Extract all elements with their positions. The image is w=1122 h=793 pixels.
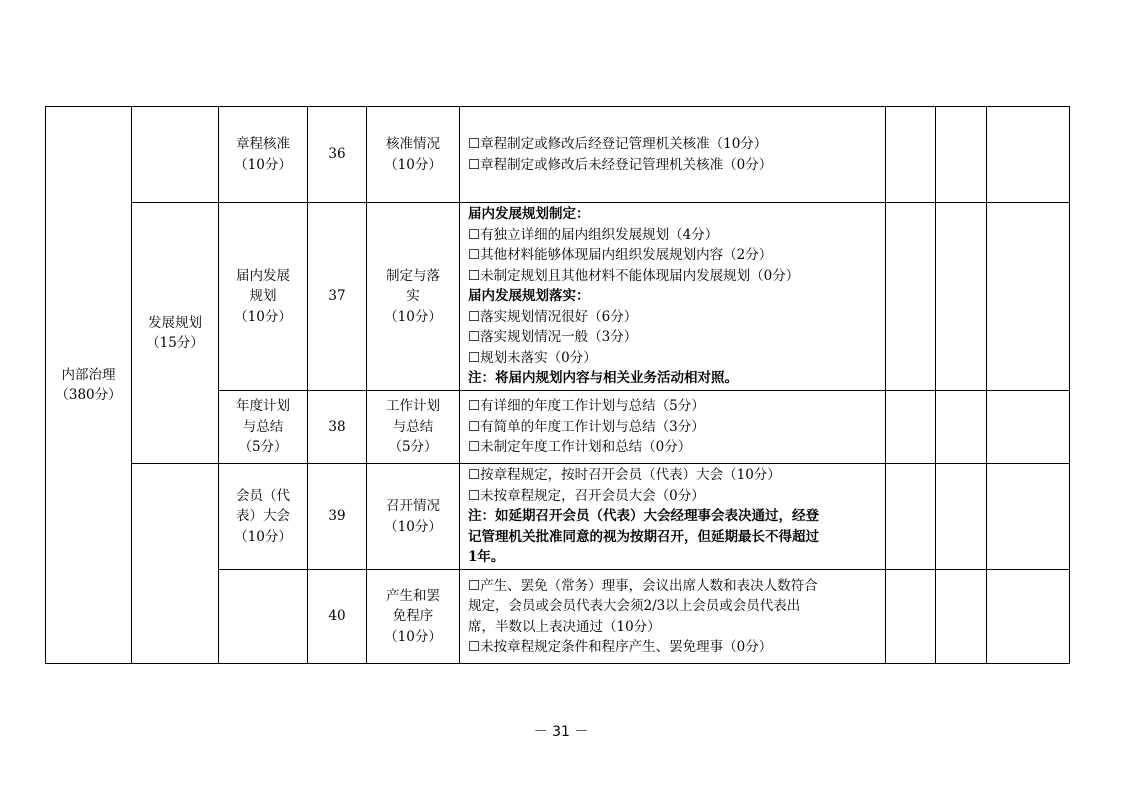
criteria-cell	[460, 391, 886, 464]
item-name: 章程核准	[236, 136, 290, 152]
criteria-cell	[460, 464, 886, 570]
item-number: 38	[308, 391, 367, 464]
score-cell	[987, 391, 1070, 464]
score-cell	[936, 391, 987, 464]
criteria-line: ☐有独立详细的届内组织发展规划（4分）	[468, 226, 719, 243]
item-name: 会员（代	[236, 487, 290, 504]
criteria-heading: 届内发展规划制定：	[468, 206, 590, 223]
criteria-line: ☐章程制定或修改后经登记管理机关核准（10分）	[468, 136, 768, 152]
criteria-line: ☐规划未落实（0分）	[468, 349, 597, 366]
criteria-line: ☐未制定年度工作计划和总结（0分）	[468, 439, 692, 456]
item-name: 届内发展	[236, 267, 290, 284]
content-name: 与总结	[392, 418, 434, 435]
item-score: （5分）	[238, 439, 288, 456]
content-name: 产生和罢	[386, 587, 440, 604]
content-cell	[367, 107, 460, 203]
score-cell	[936, 203, 987, 391]
content-score: （10分）	[384, 308, 442, 325]
criteria-line: ☐其他材料能够体现届内组织发展规划内容（2分）	[468, 247, 773, 264]
content-cell	[367, 391, 460, 464]
score-cell	[987, 203, 1070, 391]
content-name: 制定与落	[386, 267, 440, 284]
criteria-note: 注：将届内规划内容与相关业务活动相对照。	[468, 370, 738, 387]
item-name: 与总结	[242, 418, 284, 435]
criteria-line: 席，半数以上表决通过（10分）	[468, 618, 661, 635]
criteria-line: ☐落实规划情况一般（3分）	[468, 329, 638, 346]
criteria-line: ☐落实规划情况很好（6分）	[468, 308, 638, 325]
content-cell	[367, 203, 460, 391]
content-name: 实	[406, 288, 420, 305]
score-cell	[886, 464, 936, 570]
score-cell	[936, 464, 987, 570]
table-row	[46, 464, 1070, 570]
content-name: 核准情况	[386, 136, 440, 152]
criteria-line: ☐有详细的年度工作计划与总结（5分）	[468, 398, 705, 415]
criteria-note: 1年。	[468, 549, 505, 566]
criteria-cell	[460, 203, 886, 391]
criteria-line: ☐产生、罢免（常务）理事，会议出席人数和表决人数符合	[468, 577, 818, 594]
item-number: 37	[308, 203, 367, 391]
score-cell	[886, 203, 936, 391]
item-empty-cell	[219, 570, 308, 664]
criteria-note: 注：如延期召开会员（代表）大会经理事会表决通过，经登	[468, 508, 819, 525]
item-name: 表）大会	[236, 508, 290, 525]
criteria-cell	[460, 107, 886, 203]
item-number: 36	[308, 107, 367, 203]
content-score: （10分）	[384, 628, 442, 645]
item-score: （10分）	[234, 156, 292, 173]
score-cell	[886, 107, 936, 203]
criteria-heading: 届内发展规划落实：	[468, 288, 590, 305]
content-cell	[367, 570, 460, 664]
criteria-line: ☐章程制定或修改后未经登记管理机关核准（0分）	[468, 156, 773, 173]
criteria-note: 记管理机关批准同意的视为按期召开，但延期最长不得超过	[468, 528, 819, 545]
score-cell	[886, 570, 936, 664]
category-cell	[46, 107, 132, 664]
item-score: （10分）	[234, 528, 292, 545]
content-score: （10分）	[384, 518, 442, 535]
page-number: － 31 －	[533, 724, 589, 740]
item-cell	[219, 107, 308, 203]
score-cell	[987, 107, 1070, 203]
content-name: 工作计划	[386, 398, 440, 415]
category-name: 内部治理	[61, 366, 116, 383]
subcategory-empty-cell	[132, 464, 219, 664]
evaluation-table	[45, 106, 1070, 664]
score-cell	[936, 570, 987, 664]
table-row	[46, 203, 1070, 391]
content-score: （10分）	[384, 156, 442, 173]
item-number: 40	[308, 570, 367, 664]
subcategory-cell	[132, 203, 219, 464]
category-score: （380分）	[55, 387, 122, 403]
item-score: （10分）	[234, 308, 292, 325]
subcategory-name: 发展规划	[148, 314, 202, 331]
criteria-line: 规定，会员或会员代表大会须2/3以上会员或会员代表出	[468, 598, 801, 614]
item-number: 39	[308, 464, 367, 570]
content-name: 召开情况	[386, 498, 440, 514]
criteria-line: ☐未制定规划且其他材料不能体现届内发展规划（0分）	[468, 267, 800, 284]
score-cell	[987, 570, 1070, 664]
criteria-line: ☐有简单的年度工作计划与总结（3分）	[468, 418, 705, 435]
score-cell	[987, 464, 1070, 570]
item-cell	[219, 203, 308, 391]
subcategory-empty-cell	[132, 107, 219, 203]
item-name: 规划	[249, 288, 277, 305]
item-cell	[219, 464, 308, 570]
criteria-line: ☐未按章程规定，召开会员大会（0分）	[468, 487, 705, 504]
content-cell	[367, 464, 460, 570]
score-cell	[886, 391, 936, 464]
subcategory-score: （15分）	[146, 335, 204, 351]
content-score: （5分）	[388, 439, 438, 456]
item-name: 年度计划	[236, 398, 290, 415]
criteria-line: ☐未按章程规定条件和程序产生、罢免理事（0分）	[468, 639, 773, 655]
table-row	[46, 107, 1070, 203]
score-cell	[936, 107, 987, 203]
content-name: 免程序	[392, 608, 434, 625]
item-cell	[219, 391, 308, 464]
criteria-cell	[460, 570, 886, 664]
criteria-line: ☐按章程规定，按时召开会员（代表）大会（10分）	[468, 467, 781, 484]
